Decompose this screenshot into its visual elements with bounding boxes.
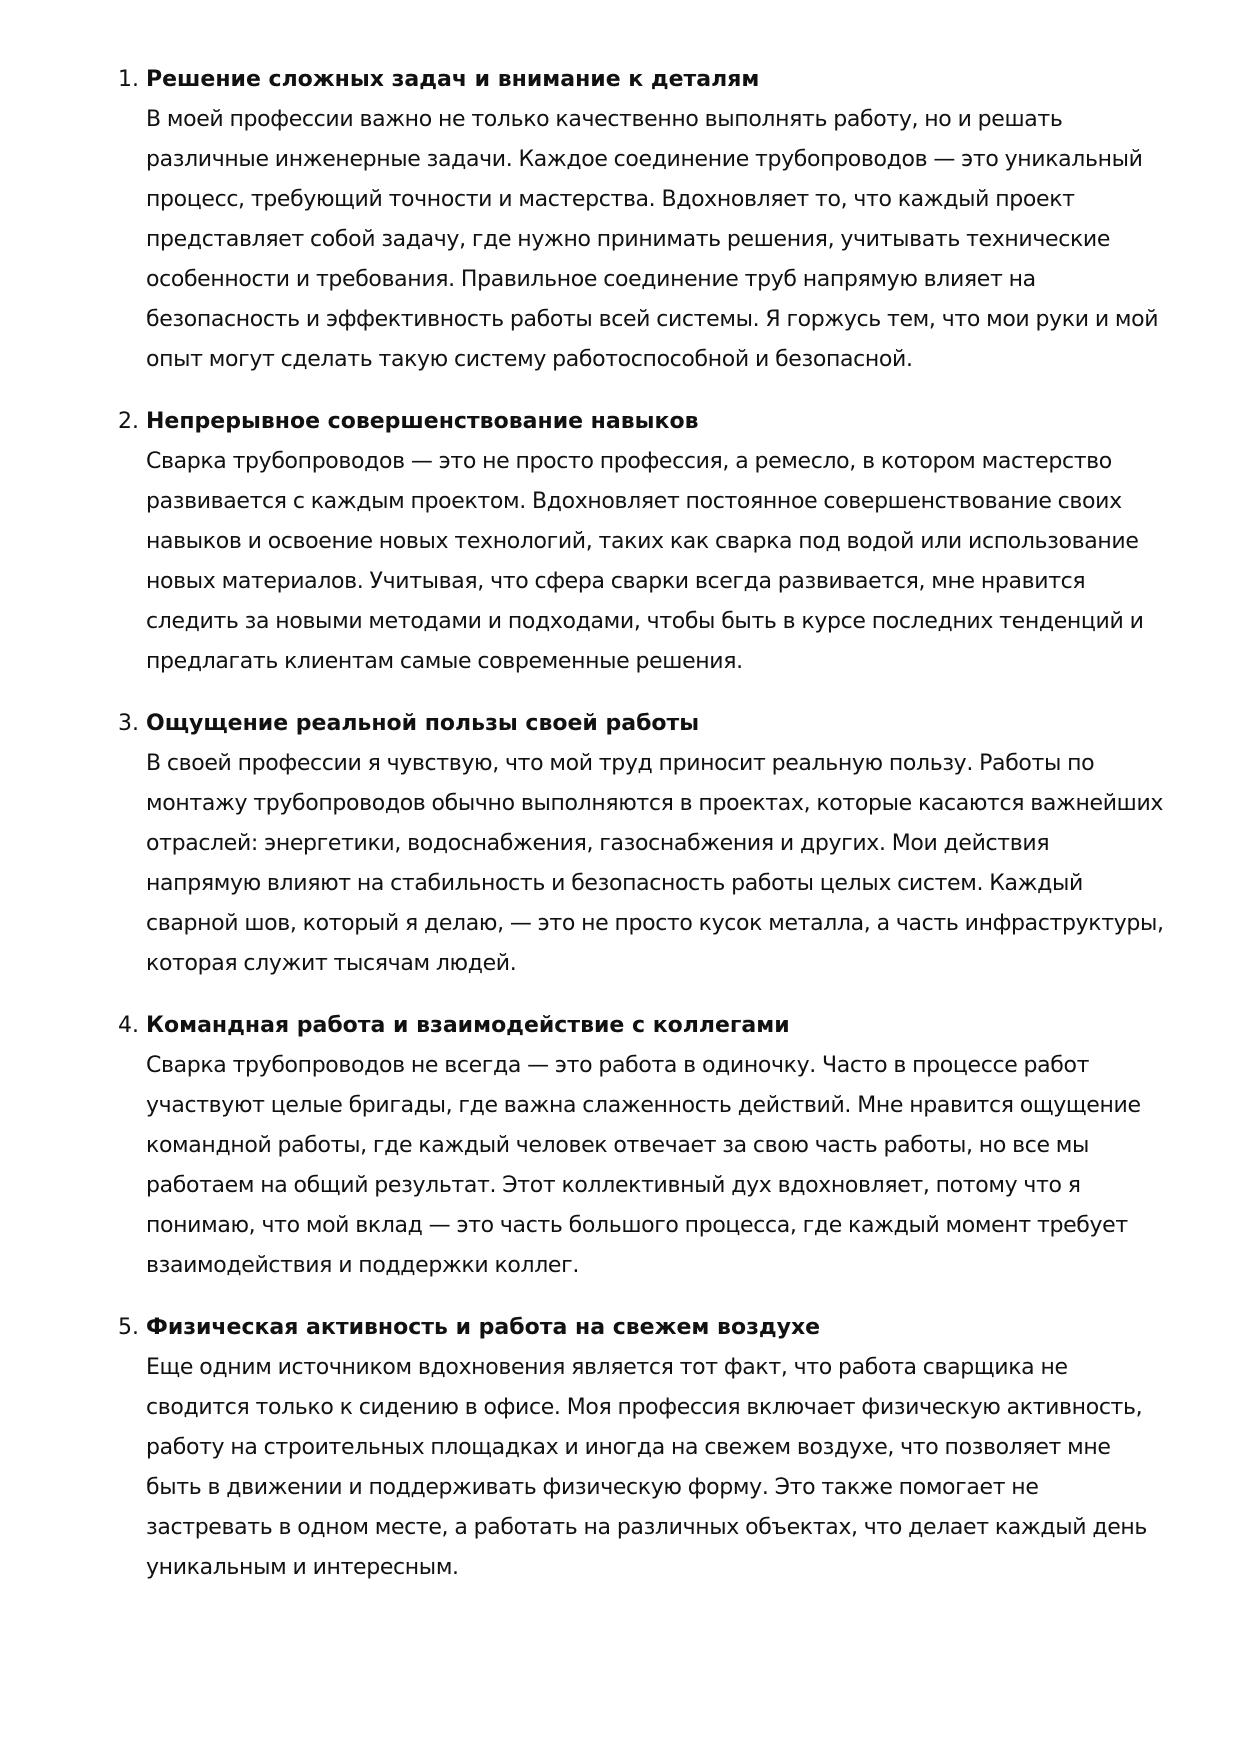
- list-item: [118, 60, 1168, 380]
- item-text: Сварка трубопроводов не всегда — это работа в одиночку. Часто в процессе работ участвуют целые бригады, где важна слаженность действий. Мне нравится ощущение командной работы, где каждый человек отвечает за свою часть работы, но все мы работаем на общий результат. Этот коллективный дух вдохновляет, потому что я понимаю, что мой вклад — это часть большого процесса, где каждый момент требует взаимодействия и поддержки коллег.: [146, 1053, 1141, 1278]
- item-text: В моей профессии важно не только качественно выполнять работу, но и решать различные инженерные задачи. Каждое соединение трубопроводов — это уникальный процесс, требующий точности и мастерства. Вдохновляет то, что каждый проект представляет собой задачу, где нужно принимать решения, учитывать технические особенности и требования. Правильное соединение труб напрямую влияет на безопасность и эффективность работы всей системы. Я горжусь тем, что мои руки и мой опыт могут сделать такую систему работоспособной и безопасной.: [146, 107, 1159, 372]
- list-item: [118, 704, 1168, 984]
- item-number: 4.: [118, 1013, 139, 1038]
- item-title: Физическая активность и работа на свежем воздухе: [146, 1315, 821, 1340]
- item-text: Сварка трубопроводов — это не просто профессия, а ремесло, в котором мастерство развивается с каждым проектом. Вдохновляет постоянное совершенствование своих навыков и освоение новых технологий, таких как сварка под водой или использование новых материалов. Учитывая, что сфера сварки всегда развивается, мне нравится следить за новыми методами и подходами, чтобы быть в курсе последних тенденций и предлагать клиентам самые современные решения.: [146, 449, 1144, 674]
- item-text: Еще одним источником вдохновения является тот факт, что работа сварщика не сводится только к сидению в офисе. Моя профессия включает физическую активность, работу на строительных площадках и иногда на свежем воздухе, что позволяет мне быть в движении и поддерживать физическую форму. Это также помогает не застревать в одном месте, а работать на различных объектах, что делает каждый день уникальным и интересным.: [146, 1355, 1148, 1580]
- item-text: В своей профессии я чувствую, что мой труд приносит реальную пользу. Работы по монтажу трубопроводов обычно выполняются в проектах, которые касаются важнейших отраслей: энергетики, водоснабжения, газоснабжения и других. Мои действия напрямую влияют на стабильность и безопасность работы целых систем. Каждый сварной шов, который я делаю, — это не просто кусок металла, а часть инфраструктуры, которая служит тысячам людей.: [146, 751, 1164, 976]
- list-item: [118, 402, 1168, 682]
- item-title: Командная работа и взаимодействие с коллегами: [146, 1013, 790, 1038]
- list-item: [118, 1006, 1168, 1286]
- item-title: Непрерывное совершенствование навыков: [146, 409, 699, 434]
- item-title: Ощущение реальной пользы своей работы: [146, 711, 700, 736]
- item-number: 3.: [118, 711, 139, 736]
- numbered-list: [118, 60, 1168, 1610]
- item-number: 1.: [118, 67, 139, 92]
- list-item: [118, 1308, 1168, 1588]
- item-number: 2.: [118, 409, 139, 434]
- item-number: 5.: [118, 1315, 139, 1340]
- item-title: Решение сложных задач и внимание к деталям: [146, 67, 760, 92]
